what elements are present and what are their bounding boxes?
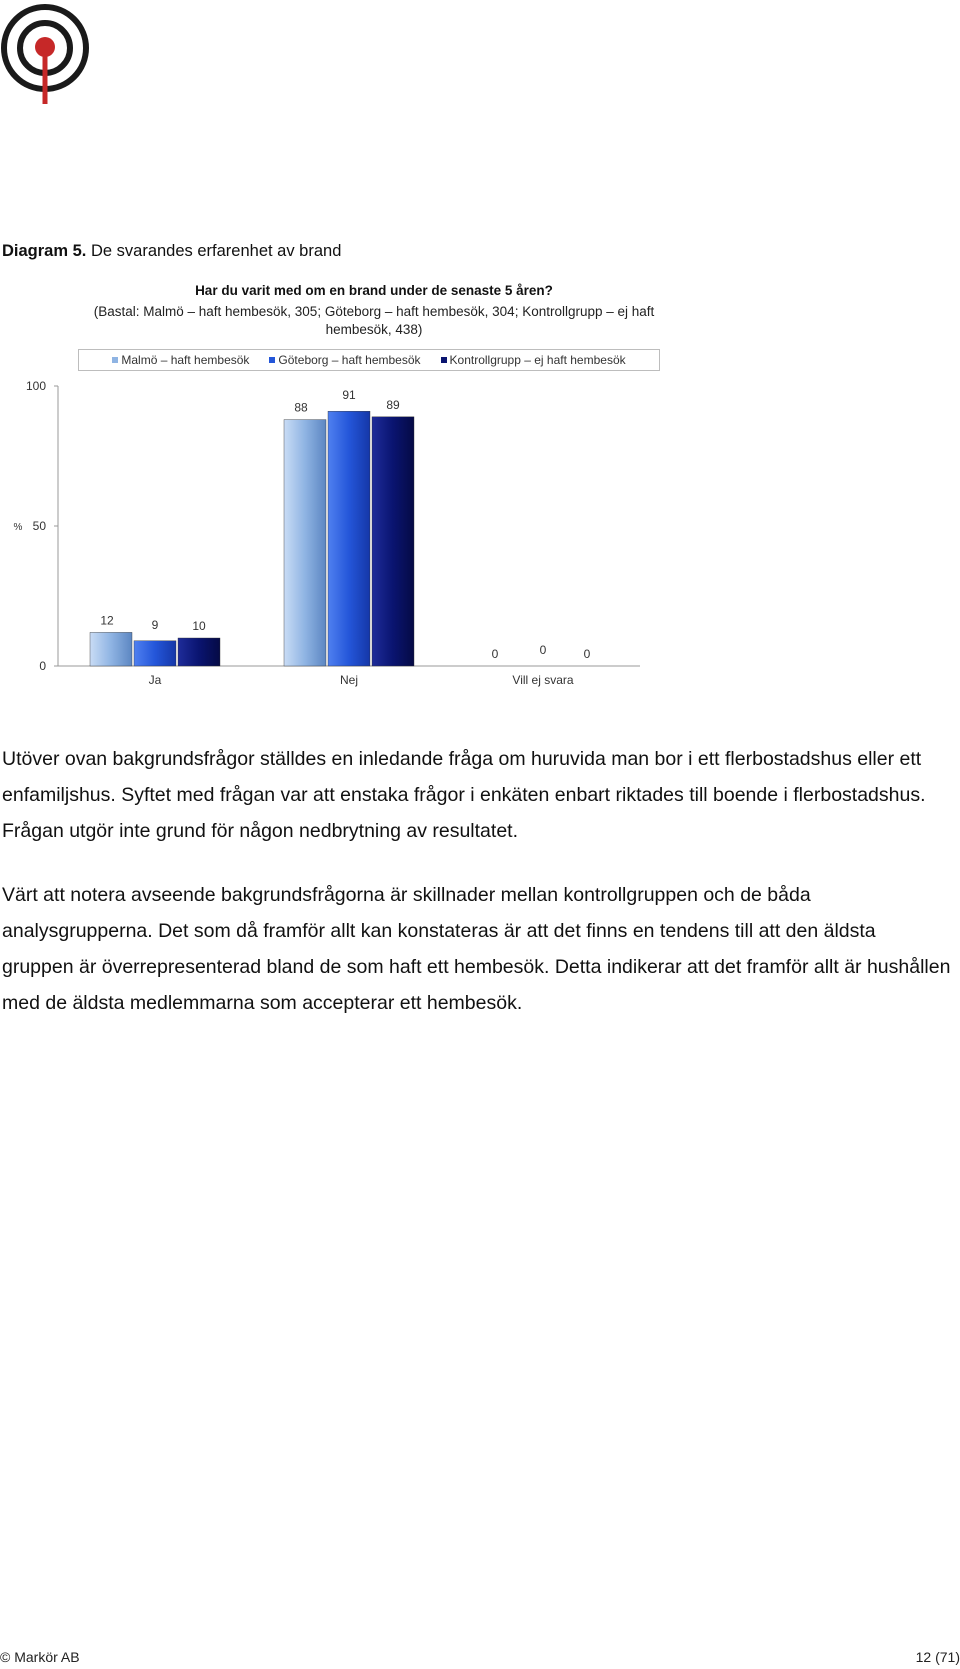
chart-title: Har du varit med om en brand under de senaste 5 åren? (195, 283, 553, 298)
bar (178, 638, 220, 666)
footer-copyright: © Markör AB (0, 1649, 80, 1665)
x-tick-label: Nej (339, 673, 359, 687)
y-tick-label: 0 (39, 659, 46, 673)
legend-swatch-malmo (112, 357, 118, 363)
diagram-caption (2, 242, 341, 261)
chart-subtitle: (Bastal: Malmö – haft hembesök, 305; Göteborg – haft hembesök, 304; Kontrollgrupp – ej haft hembesök, 438) (93, 304, 655, 337)
footer-page-number: 12 (71) (915, 1649, 960, 1665)
bar (372, 417, 414, 666)
legend-label-malmo: Malmö – haft hembesök (121, 353, 250, 367)
bar-data-label: 12 (100, 613, 114, 628)
y-tick-label: 50 (32, 519, 46, 533)
bar-data-label: 0 (491, 647, 499, 661)
bar (328, 411, 370, 666)
legend-swatch-kontrollgrupp (441, 357, 447, 363)
bar-chart (0, 380, 700, 700)
bar-data-label: 91 (342, 388, 356, 403)
bar-data-label: 89 (386, 397, 400, 412)
x-tick-label: Vill ej svara (512, 673, 574, 687)
bar (90, 632, 132, 666)
bar (284, 420, 326, 666)
paragraph-2: Värt att notera avseende bakgrundsfrågorna är skillnader mellan kontrollgruppen och de båda analysgrupperna. Det som då framför allt kan konstateras är att det finns en tendens till att den äldsta gruppen är överrepresenterad bland de som haft ett hembesök. Detta indikerar att det framför allt är hushållen med de äldsta medlemmarna som accepterar ett hembesök. (2, 884, 951, 1014)
bar-data-label: 0 (583, 647, 591, 661)
caption-label: Diagram 5. (2, 242, 87, 260)
target-logo (0, 0, 100, 115)
legend-item-malmo (112, 353, 249, 367)
logo-dot (35, 37, 55, 57)
bar (134, 641, 176, 666)
paragraph-1: Utöver ovan bakgrundsfrågor ställdes en inledande fråga om huruvida man bor i ett flerbostadshus eller ett enfamiljshus. Syftet med frågan var att enstaka frågor i enkäten enbart riktades till boende i flerbostadshus. Frågan utgör inte grund för någon nedbrytning av resultatet. (2, 748, 926, 842)
bar-data-label: 0 (539, 643, 547, 657)
legend-item-kontrollgrupp (441, 353, 626, 367)
y-axis-label: % (13, 522, 23, 533)
chart-legend (78, 349, 660, 371)
legend-label-kontrollgrupp: Kontrollgrupp – ej haft hembesök (449, 353, 626, 367)
y-tick-label: 100 (25, 380, 46, 393)
bar-data-label: 88 (294, 400, 308, 415)
legend-label-goteborg: Göteborg – haft hembesök (278, 353, 421, 367)
bar-data-label: 10 (192, 619, 206, 633)
caption-text: De svarandes erfarenhet av brand (90, 242, 342, 260)
bar-data-label: 9 (151, 617, 159, 632)
legend-item-goteborg (269, 353, 420, 367)
x-tick-label: Ja (148, 673, 162, 687)
legend-swatch-goteborg (269, 357, 275, 363)
